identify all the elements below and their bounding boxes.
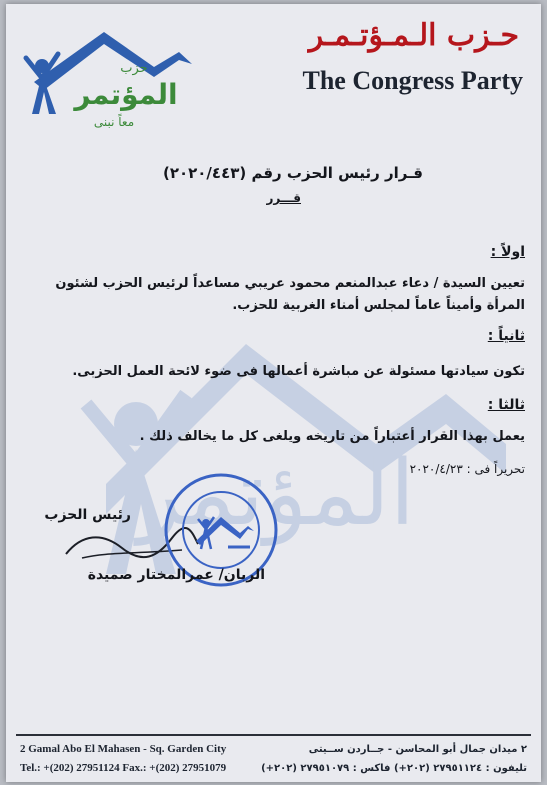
date-line: تحريراً فى : ٢٠٢٠/٤/٢٣: [409, 462, 525, 476]
footer-address-arabic: ٢ ميدان جمال أبو المحاسن - جــاردن ســيتى: [308, 744, 527, 755]
signatory-title: رئيس الحزب: [44, 507, 131, 523]
signatory-name: الربان/ عمرالمختار صميدة: [87, 567, 265, 583]
decision-title: قـرار رئيس الحزب رقم (٢٠٢٠/٤٤٣): [162, 164, 423, 182]
footer-phones-arabic: تليفون : ٢٧٩٥١١٢٤ (٢٠٢+) فاكس : ٢٧٩٥١٠٧٩ (٢٠٢+): [261, 763, 527, 774]
letter-page: [6, 4, 541, 782]
section-3-text: يعمل بهذا القرار أعتباراً من تاريخه ويلغى كل ما يخالف ذلك .: [139, 429, 525, 444]
party-logo: [14, 22, 194, 132]
logo-name-text: المؤتمر: [74, 78, 178, 111]
footer-address-english: 2 Gamal Abo El Mahasen - Sq. Garden City: [20, 743, 227, 755]
section-2-heading: ثانياً :: [487, 328, 525, 344]
party-name-english: The Congress Party: [302, 66, 523, 95]
footer-phones-english: Tel.: +(202) 27951124 Fax.: +(202) 27951079: [20, 762, 227, 774]
section-1-text: تعيين السيدة / دعاء عبدالمنعم محمود عريبي مساعداً لرئيس الحزب لشئون المرأة وأميناً عاماً لمجلس أمناء الغربية للحزب.: [55, 276, 525, 313]
svg-text:المؤتمر: المؤتمر: [137, 441, 415, 546]
logo-top-text: حزب: [120, 61, 148, 76]
section-2-text: تكون سيادتها مسئولة عن مباشرة أعمالها فى ضوء لائحة العمل الحزبى.: [72, 364, 525, 379]
footer-rule: [16, 734, 531, 736]
party-name-arabic: حـزب الـمـؤتـمـر: [308, 18, 519, 53]
decision-subtitle: قـــرر: [266, 191, 301, 205]
logo-slogan-text: معاً نبنى: [93, 115, 135, 129]
section-1-heading: اولاً :: [490, 244, 525, 260]
section-3-heading: ثالثا :: [487, 397, 525, 413]
